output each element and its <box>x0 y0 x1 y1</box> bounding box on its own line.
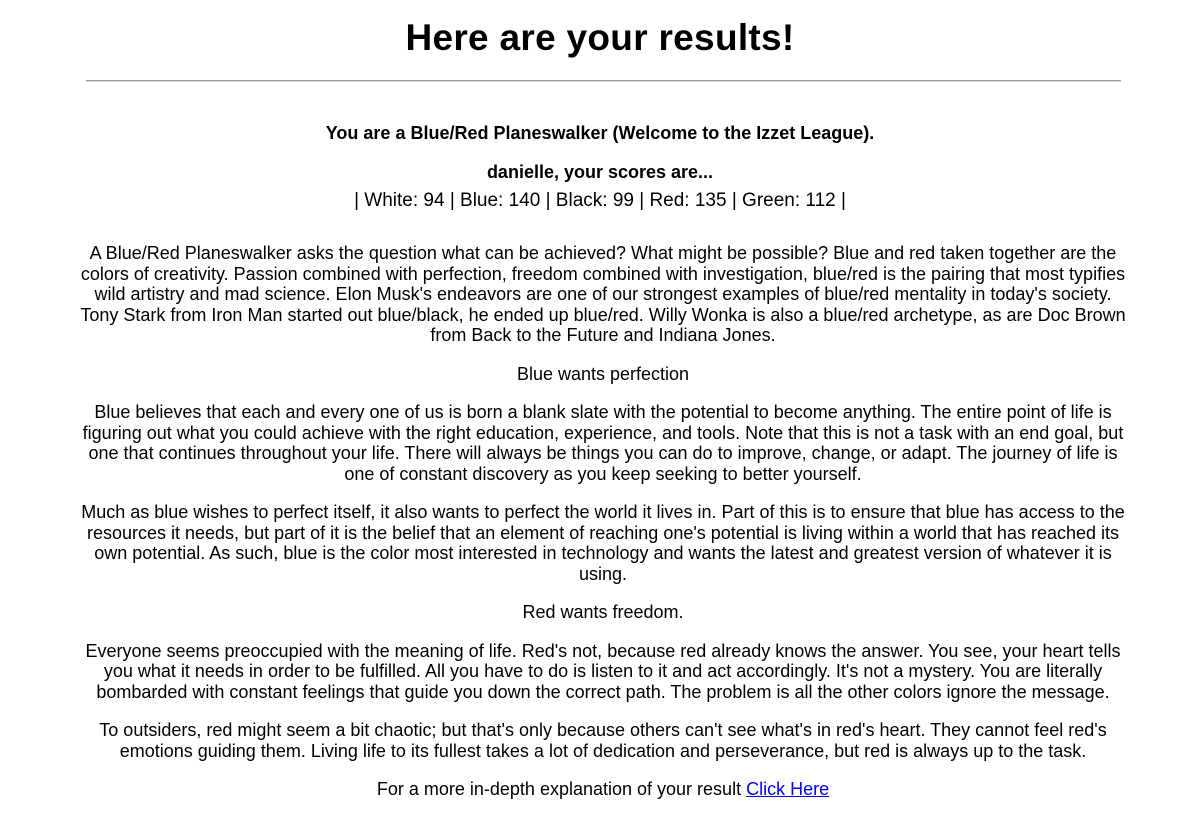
red-paragraph-2: To outsiders, red might seem a bit chaotic; but that's only because others can't see what's in red's heart. They cannot feel red's emotions guiding them. Living life to its fullest takes a lot of dedication and perseverance, but red is always up to the task. <box>99 720 1107 761</box>
blue-paragraph-2: Much as blue wishes to perfect itself, it also wants to perfect the world it lives in. Part of this is to ensure that blue has access to the resources it needs, but part of it is the belief that an element of reaching one's potential is living within a world that has reached its own potential. As such, blue is the color most interested in technology and wants the latest and greatest version of whatever it is using. <box>81 502 1125 584</box>
blue-heading: Blue wants perfection <box>516 363 690 384</box>
click-here-link[interactable]: Click Here <box>746 779 830 799</box>
blue-paragraph-1: Blue believes that each and every one of us is born a blank slate with the potential to become anything. The entire point of life is figuring out what you could achieve with the right education, experience, and tools. Note that this is not a task with an end goal, but one that continues throughout your life. There will always be things you can do to improve, change, or adapt. The journey of life is one of constant discovery as you keep seeking to better yourself. <box>82 402 1124 484</box>
scores-intro: danielle, your scores are... <box>486 162 714 182</box>
result-headline: You are a Blue/Red Planeswalker (Welcome to the Izzet League). <box>325 123 875 143</box>
page-title: Here are your results! <box>405 17 795 58</box>
result-description <box>80 243 1126 818</box>
intro-paragraph: A Blue/Red Planeswalker asks the question what can be achieved? What might be possible? Blue and red taken together are the colors of creativity. Passion combined with perfection, freedom combined with investigation, blue/red is the pairing that most typifies wild artistry and mad science. Elon Musk's endeavors are one of our strongest examples of blue/red mentality in today's society. Tony Stark from Iron Man started out blue/black, he ended up blue/red. Willy Wonka is also a blue/red archetype, as are Doc Brown from Back to the Future and Indiana Jones. <box>80 243 1126 345</box>
red-heading: Red wants freedom. <box>522 602 684 622</box>
explanation-line <box>80 779 1126 800</box>
explanation-text: For a more in-depth explanation of your result <box>376 779 742 799</box>
red-paragraph-1: Everyone seems preoccupied with the meaning of life. Red's not, because red already knows the answer. You see, your heart tells you what it needs in order to be fulfilled. All you have to do is listen to it and act accordingly. It's not a mystery. You are literally bombarded with constant feelings that guide you down the correct path. The problem is all the other colors ignore the message. <box>85 640 1121 702</box>
title-divider <box>86 80 1121 82</box>
scores-line: | White: 94 | Blue: 140 | Black: 99 | Red: 135 | Green: 112 | <box>354 190 846 211</box>
